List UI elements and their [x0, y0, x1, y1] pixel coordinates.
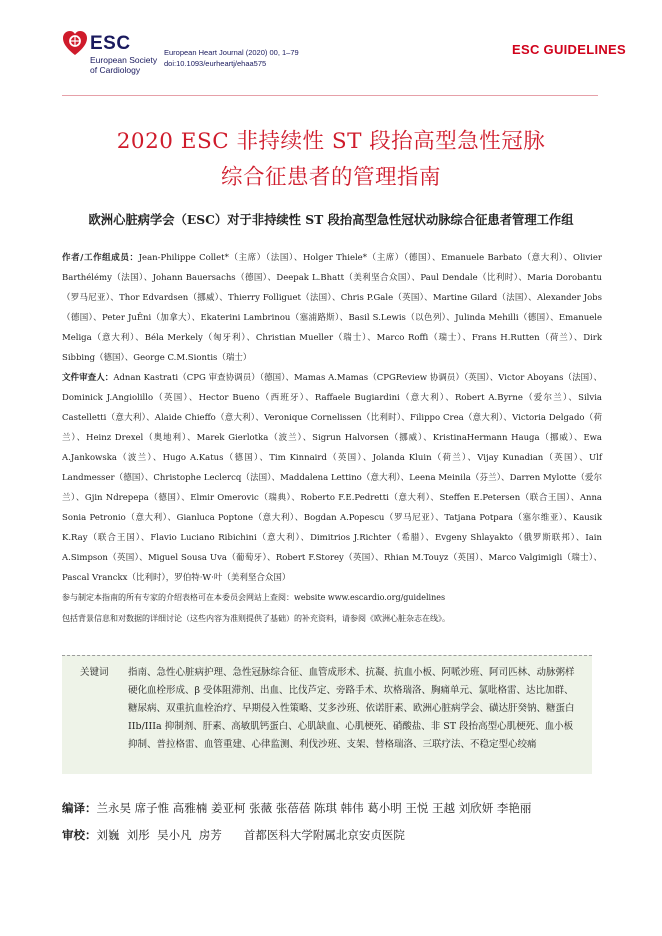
logo-org-line1: European Society [90, 55, 158, 65]
authors-list: Jean-Philippe Collet*（主席）（法国）、Holger Thiele*（主席）（德国）、Emanuele Barbato（意大利）、Olivier Barthélémy（法国）、Johann Bauersachs（德国）、Deepak L.Bhatt（美利坚合众国）、Paul Dendale（比利时）、Maria Dorobantu（罗马尼亚）、Thor Edvardsen（挪威）、Thierry Folliguet（法国）、Chris P.Gale（英国）、Martine Gilard（法国）、Alexander Jobs（德国）、Peter JuÊni（加拿大）、Ekaterini Lambrinou（塞浦路斯）、Basil S.Lewis（以色列）、Julinda Mehilli（德国）、Emanuele Meliga（意大利）、Béla Merkely（匈牙利）、Christian Mueller（瑞士）、Marco Roffi（瑞士）、Frans H.Rutten（荷兰）、Dirk Sibbing（德国）、George C.M.Siontis（瑞士） [62, 253, 602, 363]
logo-wordmark: ESC [90, 33, 131, 54]
document-title-line2: 综合征患者的管理指南 [220, 165, 441, 190]
document-subtitle: 欧洲心脏病学会（ESC）对于非持续性 ST 段抬高型急性冠状动脉综合征患者管理工作组 [88, 212, 574, 227]
reviewers-list: Adnan Kastrati（CPG 审查协调员）（德国）、Mamas A.Mamas（CPGReview 协调员）（英国）、Victor Aboyans（法国）、Dominick J.Angiolillo（英国）、Hector Bueno（西班牙）、Raffaele Bugiardini（意大利）、Robert A.Byrne（爱尔兰）、Silvia Castelletti（意大利）、Alaide Chieffo（意大利）、Veronique Cornelissen（比利时）、Filippo Crea（意大利）、Victoria Delgado（荷兰）、Heinz Drexel（奥地利）、Marek Gierlotka（波兰）、Sigrun Halvorsen（挪威）、KristinaHermann Hauga（挪威）、Ewa A.Jankowska（波兰）、Hugo A.Katus（德国）、Tim Kinnaird（英国）、Jolanda Kluin（荷兰）、Vijay Kunadian（英国）、Ulf Landmesser（德国）、Christophe Leclercq（法国）、Maddalena Lettino（意大利）、Leena Meinila（芬兰）、Darren Mylotte（爱尔兰）、Gjin Ndrepepa（德国）、Elmir Omerovic（瑞典）、Roberto F.E.Pedretti（意大利）、Steffen E.Petersen（联合王国）、Anna Sonia Petronio（意大利）、Gianluca Poptone（意大利）、Bogdan A.Popescu（罗马尼亚）、Tatjana Potpara（塞尔维亚）、Kausik K.Ray（联合王国）、Flavio Luciano Ribichini（意大利）、Dimitrios J.Richter（希腊）、Evgeny Shlayakto（俄罗斯联邦）、Iain A.Simpson（英国）、Miguel Sousa Uva（葡萄牙）、Robert F.Storey（英国）、Rhian M.Touyz（英国）、Marco Valgimigli（瑞士）、Pascal Vranckx（比利时），罗伯特·W·叶（美利坚合众国） [62, 373, 602, 583]
journal-citation: European Heart Journal (2020) 00, 1–79 [164, 48, 299, 57]
declaration-note: 参与制定本指南的所有专家的介绍表格可在本委员会网站上查阅：website www.escardio.org/guidelines [62, 593, 446, 602]
keywords-box [62, 655, 592, 774]
logo-org-line2: of Cardiology [90, 65, 141, 75]
proofreaders-line [62, 827, 405, 843]
author-block [62, 248, 602, 588]
keywords-label: 关键词 [80, 667, 109, 678]
authors-label: 作者/工作组成员： [62, 253, 139, 263]
esc-heart-logo-icon [62, 30, 88, 58]
reviewers-label: 文件审查人： [62, 373, 114, 383]
supplement-note: 包括背景信息和对数据的详细讨论（这些内容为准则提供了基础）的补充资料，请参阅《欧洲心脏杂志在线》。 [62, 614, 450, 623]
translators-label: 编译： [62, 801, 97, 815]
journal-doi: doi:10.1093/eurheartj/ehaa575 [164, 59, 267, 68]
document-title-line1: 2020 ESC 非持续性 ST 段抬高型急性冠脉 [116, 129, 546, 154]
guidelines-label: ESC GUIDELINES [512, 42, 626, 57]
translators-names: 兰永昊 席子惟 高雅楠 姜亚柯 张薇 张蓓蓓 陈琪 韩伟 葛小明 王悦 王越 刘欣妍 李艳丽 [96, 801, 532, 815]
translators-line [62, 800, 531, 816]
proofreaders-label: 审校： [62, 828, 97, 842]
proofreaders-names: 刘巍 刘彤 吴小凡 房芳 首都医科大学附属北京安贞医院 [96, 828, 405, 842]
header-divider [62, 95, 598, 96]
keywords-text: 指南、急性心脏病护理、急性冠脉综合征、血管成形术、抗凝、抗血小板、阿哌沙班、阿司匹林、动脉粥样硬化血栓形成、β 受体阻滞剂、出血、比伐芦定、旁路手术、坎格瑞洛、胸痛单元、氯吡格雷、达比加群、糖尿病、双重抗血栓治疗、早期侵入性策略、艾多沙班、依诺肝素、欧洲心脏病学会、磺达肝癸钠、糖蛋白 IIb/IIIa 抑制剂、肝素、高敏肌钙蛋白、心肌缺血、心肌梗死、硝酸盐、非 ST 段抬高型心肌梗死、血小板抑制、普拉格雷、血管重建、心律监测、利伐沙班、支架、替格瑞洛、三联疗法、不稳定型心绞痛 [128, 667, 575, 750]
